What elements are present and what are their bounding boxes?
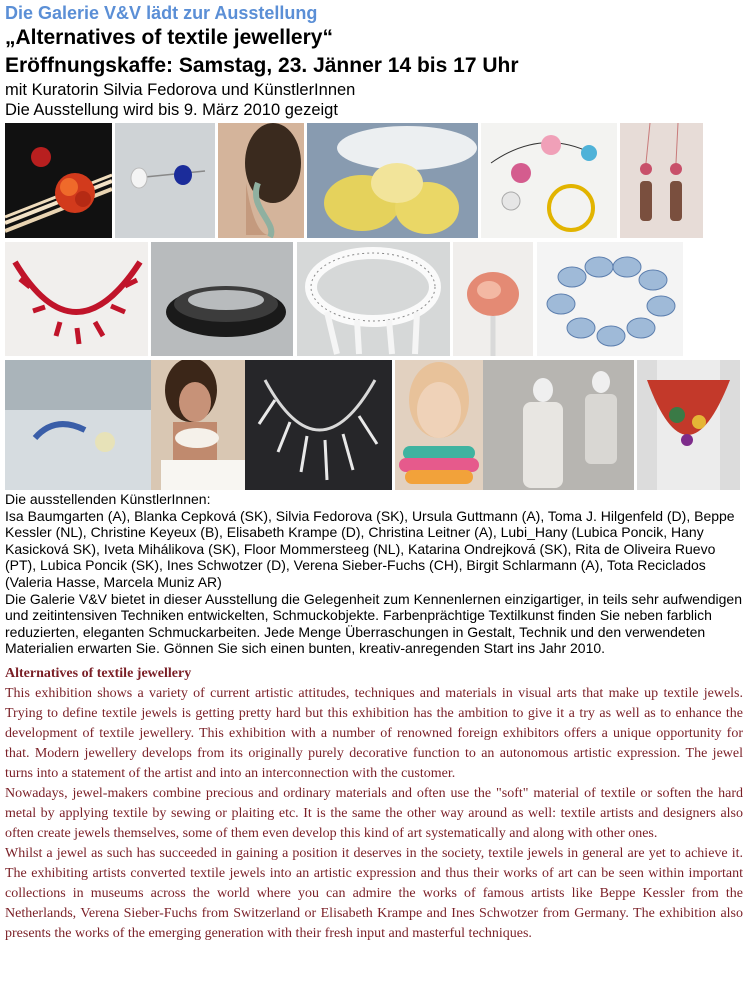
photo-woman-white-necklace xyxy=(151,360,245,490)
photo-blue-bead-necklace xyxy=(537,242,683,356)
photo-red-textile-collar xyxy=(637,360,740,490)
curator-line: mit Kuratorin Silvia Fedorova und KünstlerInnen xyxy=(5,81,356,99)
photo-woman-earring xyxy=(218,123,304,238)
page-content xyxy=(5,2,743,944)
exhibition-description-de: Die Galerie V&V bietet in dieser Ausstellung die Gelegenheit zum Kennenlernen einzigartiger, in teils sehr aufwendigen und zeitintensiven Techniken entwickelten, Schmuckobjekte. Farbenprächtige Textilkunst finden Sie neben farblich reduzierten, eleganten Schmuckarbeiten. Jede Menge Überraschungen in Gestalt, Technik und den verwendeten Materialien erwarten Sie. Gönnen Sie sich einen bunten, kreativ-anregenden Start ins Jahr 2010. xyxy=(5,590,743,657)
photo-gallery xyxy=(5,123,743,490)
photo-vitrine-objects xyxy=(5,360,151,490)
photo-hanging-earrings xyxy=(620,123,703,238)
photo-button-mobile xyxy=(481,123,617,238)
photo-white-wire-necklace xyxy=(297,242,450,356)
photo-silver-spike-necklace xyxy=(245,360,392,490)
english-paragraph-2: Nowadays, jewel-makers combine precious and ordinary materials and often use the "soft" material of textile or soften the hard metal by applying textile by sewing or plaiting etc. It is the same the other way around as well: textile artists and designers also often create jewels themselves, some of them even develop this kind of art systematically and along with other ones. xyxy=(5,785,743,841)
english-title: Alternatives of textile jewellery xyxy=(5,665,192,681)
english-paragraph-1: This exhibition shows a variety of current artistic attitudes, techniques and materials in visual arts that make up textile jewels. Trying to define textile jewels is getting pretty hard but this exhibition has the ambition to give it a try as well as to enhance the development of textile jewellery. This exhibition with a number of renowned foreign exhibitors offers a unique opportunity for that. Modern jewellery develops from its originally purely decorative function to an autonomous artistic expression. The jewel turns into a statement of the artist and into an interconnection with the customer. xyxy=(5,685,743,781)
photo-pin-objects xyxy=(115,123,215,238)
invitation-line: Die Galerie V&V lädt zur Ausstellung xyxy=(5,3,318,23)
photo-yellow-textile xyxy=(307,123,478,238)
artists-heading: Die ausstellenden KünstlerInnen: xyxy=(5,491,211,507)
photo-girl-colorful-scarf xyxy=(395,360,483,490)
artists-section xyxy=(5,491,743,657)
photo-mannequin-lace xyxy=(483,360,634,490)
photo-red-coral-necklace xyxy=(5,242,148,356)
artists-list: Isa Baumgarten (A), Blanka Cepková (SK), Silvia Fedorova (SK), Ursula Guttmann (A), Toma J. Hilgenfeld (D), Beppe Kessler (NL), Christine Keyeux (B), Elisabeth Krampe (D), Christina Leitner (A), Lubi_Hany (Lubica Poncik, Hany Kasicková SK), Iveta Mihálikova (SK), Floor Mommersteeg (NL), Katarina Ondrejková (SK), Rita de Oliveira Ruevo (PT), Lubica Poncik (SK), Ines Schwotzer (D), Verena Sieber-Fuchs (CH), Birgit Schlarmann (A), Tota Reciclados xyxy=(5,507,735,574)
photo-black-fringe-ring xyxy=(151,242,293,356)
duration-line: Die Ausstellung wird bis 9. März 2010 gezeigt xyxy=(5,101,338,119)
exhibition-title: „Alternatives of textile jewellery“ xyxy=(5,26,333,49)
english-section xyxy=(5,664,743,944)
photo-red-brooch-sticks xyxy=(5,123,112,238)
english-paragraph-3: Whilst a jewel as such has succeeded in gaining a position it deserves in the society, textile jewels in general are yet to achieve it. The exhibiting artists converted textile jewels into an artistic expression and thus their works of art can be seen within important collections in museums across the world where you can admire the works of famous artists like Beppe Kessler from the Netherlands, Verena Sieber-Fuchs from Switzerland or Elisabeth Krampe and Ines Schwotzer from Germany. The exhibition also presents the works of the emerging generation with their fresh input and masterful techniques. xyxy=(5,845,743,941)
photo-pink-brooch xyxy=(453,242,533,356)
artists-extra: (Valeria Hasse, Marcela Muniz AR) xyxy=(5,573,222,590)
opening-info: Eröffnungskaffe: Samstag, 23. Jänner 14 bis 17 Uhr xyxy=(5,54,519,77)
